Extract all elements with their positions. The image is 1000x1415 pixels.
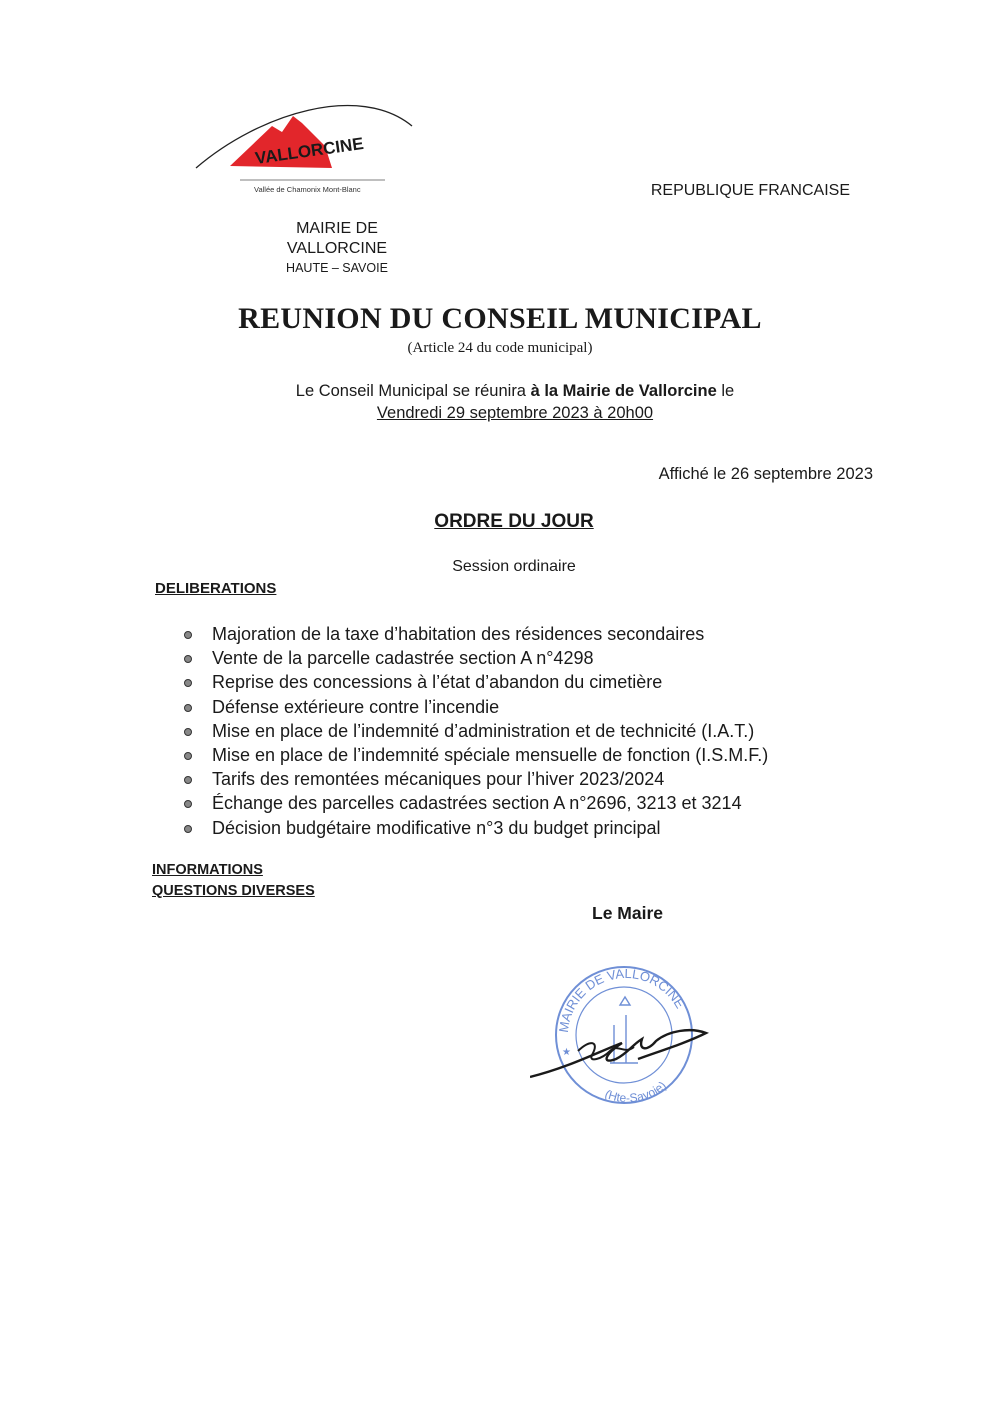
mairie-line-1: MAIRIE DE (296, 220, 378, 237)
ordre-du-jour-heading: ORDRE DU JOUR (434, 511, 594, 532)
mairie-stamp (530, 955, 720, 1115)
bullet-icon (184, 704, 192, 712)
list-item: Reprise des concessions à l’état d’abandon du cimetière (182, 670, 768, 694)
informations-heading: INFORMATIONS (152, 862, 263, 878)
vallorcine-logo (190, 88, 430, 200)
list-item: Échange des parcelles cadastrées section A n°2696, 3213 et 3214 (182, 791, 768, 815)
questions-heading: QUESTIONS DIVERSES (152, 883, 315, 899)
convocation (0, 380, 1000, 424)
bullet-icon (184, 728, 192, 736)
bullet-icon (184, 776, 192, 784)
convocation-pre: Le Conseil Municipal se réunira (295, 382, 531, 400)
list-item: Mise en place de l’indemnité spéciale mensuelle de fonction (I.S.M.F.) (182, 743, 768, 767)
bullet-icon (184, 752, 192, 760)
bullet-icon (184, 679, 192, 687)
svg-text:Vallée de Chamonix Mont-Blanc: Vallée de Chamonix Mont-Blanc (254, 185, 361, 194)
mairie-line-3: HAUTE – SAVOIE (286, 261, 388, 275)
bullet-icon (184, 825, 192, 833)
document-subtitle: (Article 24 du code municipal) (407, 340, 593, 356)
list-item: Vente de la parcelle cadastrée section A n°4298 (182, 646, 768, 670)
list-item: Tarifs des remontées mécaniques pour l’hiver 2023/2024 (182, 767, 768, 791)
convocation-date: Vendredi 29 septembre 2023 à 20h00 (376, 404, 654, 422)
deliberations-list (182, 622, 768, 840)
bullet-icon (184, 631, 192, 639)
svg-text:VALLORCINE: VALLORCINE (253, 133, 365, 168)
signatory-title: Le Maire (592, 903, 663, 923)
convocation-post: le (716, 382, 735, 400)
other-headings (152, 860, 315, 902)
list-item: Mise en place de l’indemnité d’administration et de technicité (I.A.T.) (182, 719, 768, 743)
bullet-icon (184, 800, 192, 808)
deliberations-heading: DELIBERATIONS (155, 580, 277, 597)
republique-francaise: REPUBLIQUE FRANCAISE (650, 182, 850, 199)
list-item: Défense extérieure contre l’incendie (182, 695, 768, 719)
svg-text:MAIRIE DE VALLORCINE: MAIRIE DE VALLORCINE (555, 965, 688, 1034)
svg-text:★: ★ (562, 1047, 571, 1058)
affiche-date: Affiché le 26 septembre 2023 (658, 465, 873, 483)
bullet-icon (184, 655, 192, 663)
list-item: Décision budgétaire modificative n°3 du budget principal (182, 816, 768, 840)
svg-text:(Hte-Savoie): (Hte-Savoie) (602, 1078, 669, 1106)
mairie-block (262, 219, 412, 277)
list-item: Majoration de la taxe d’habitation des résidences secondaires (182, 622, 768, 646)
session-type: Session ordinaire (452, 558, 576, 575)
document-title: REUNION DU CONSEIL MUNICIPAL (238, 302, 762, 335)
convocation-lieu: à la Mairie de Vallorcine (530, 382, 717, 400)
mairie-line-2: VALLORCINE (286, 240, 388, 257)
